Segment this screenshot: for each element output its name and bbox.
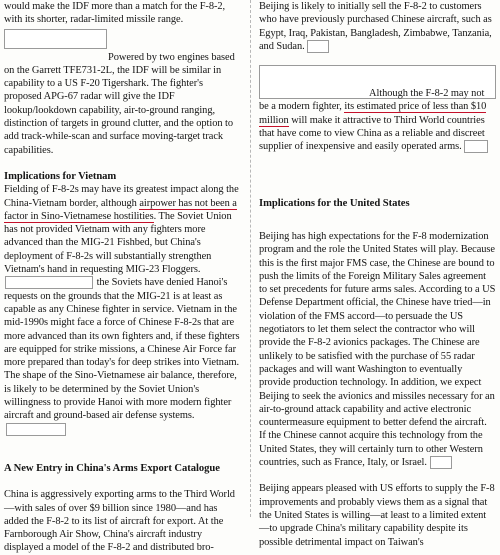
paragraph-vietnam xyxy=(4,183,241,436)
heading-implications-us: Implications for the United States xyxy=(259,197,410,209)
vietnam-text-a: Fielding of F-8-2s may have its greatest impact along the China-Vietnam border, although xyxy=(4,184,239,209)
price-text-b: will make it attractive to Third World countries that have come to view China as a reliable and discreet supplier of inexpensive and easily operated arms. xyxy=(259,114,485,153)
paragraph-idf-match: would make the IDF more than a match for the F-8-2, with its shorter, radar-limited missile range. xyxy=(4,1,226,26)
paragraph-idf-engines-text: Powered by two engines based on the Garrett TFE731-2L, the IDF will be similar in capability to a US F-20 Tigershark. The fighter's proposed APG-67 radar will give the IDF lookup/lookdown capability, air-to-ground ranging, distinction of targets in ground clutter, and the option to add track-while-scan and surface moving-target track capabilities. xyxy=(4,51,235,156)
highlighted-price-phrase: its estimated price of less than $10 million xyxy=(259,101,487,126)
column-divider xyxy=(250,0,251,517)
highlighted-airpower-phrase: airpower has not been a factor in Sino-Vietnamese hostilities xyxy=(4,197,237,222)
initial-customers-text: Beijing is likely to initially sell the F-8-2 to customers who have previously purchased Chinese aircraft, such as Egypt, Iraq, Pakistan, Bangladesh, Zimbabwe, Tanzania, and Sudan. xyxy=(259,1,492,52)
price-text-a: Although the F-8-2 may not be a modern fighter, xyxy=(259,88,485,113)
paragraph-us-expectations xyxy=(259,230,496,469)
redaction-box xyxy=(5,276,93,289)
heading-arms-export-catalogue: A New Entry in China's Arms Export Catalogue xyxy=(4,462,220,474)
redaction-box xyxy=(307,40,329,53)
redaction-box xyxy=(464,140,488,153)
paragraph-idf-engines xyxy=(4,51,241,157)
heading-implications-vietnam: Implications for Vietnam xyxy=(4,170,117,182)
paragraph-initial-customers xyxy=(259,0,496,53)
vietnam-text-b: . The Soviet Union has not provided Vietnam with any fighters more advanced than the MIG-21 Fishbed, but China's deployment of F-8-2s will substantially strengthen Vietnam's hand in requesting MIG-23 Floggers. xyxy=(4,210,232,276)
left-column xyxy=(4,0,241,555)
right-column xyxy=(259,0,496,549)
paragraph-arms-export: China is aggressively exporting arms to the Third World—with sales of over $9 billion since 1980—and has added the F-8-2 to its list of aircraft for export. At the Farnborough Air Show, China's aircraft industry displayed a model of the F-8-2 and distributed bro- xyxy=(4,489,235,554)
us-expectations-text: Beijing has high expectations for the F-8 modernization program and the role the United States will play. Because this is the first major FMS case, the Chinese are bound to push the limits of the Foreign Military Sales agreement to set precedents for future arms sales. According to a US Defense Department official, the Chinese have tried—in violation of the FMS accord—to persuade the US negotiators to let them select the contractor who will provide the F-8-2 avionics packages. The Chinese are unlikely to be satisfied with the purchase of 55 radar packages and will want Washington to eventually provide production technology. In addition, we expect Beijing to seek the avionics and missiles necessary for an air-to-ground attack capability and active electronic countermeasure equipment to better defend the aircraft. If the Chinese cannot acquire this technology from the United States, they will certainly turn to other Western countries, such as France, Italy, or Israel. xyxy=(259,230,496,469)
redaction-box xyxy=(4,29,107,49)
paragraph-beijing-pleased: Beijing appears pleased with US efforts to supply the F-8 improvements and probably views them as a signal that the United States is willing—at least to a limited extent—to upgrade China's military capability despite its possible detrimental impact on Taiwan's xyxy=(259,483,495,548)
redaction-box xyxy=(430,456,452,469)
vietnam-text-c: the Soviets have denied Hanoi's requests on the grounds that the MIG-21 is at least as capable as any Chinese fighter in service. Vietnam in the mid-1990s might face a force of Chinese F-8-2s that are more advanced than its own fighters and, if these fighters are equipped for strike missions, a Chinese Air Force far more prepared than today's for deep strikes into Vietnam. The shape of the Sino-Vietnamese air balance, therefore, is likely to be determined by the Soviet Union's willingness to provide Hanoi with more modern fighter aircraft and ground-based air defense systems. xyxy=(4,277,240,422)
redaction-box xyxy=(6,423,66,436)
